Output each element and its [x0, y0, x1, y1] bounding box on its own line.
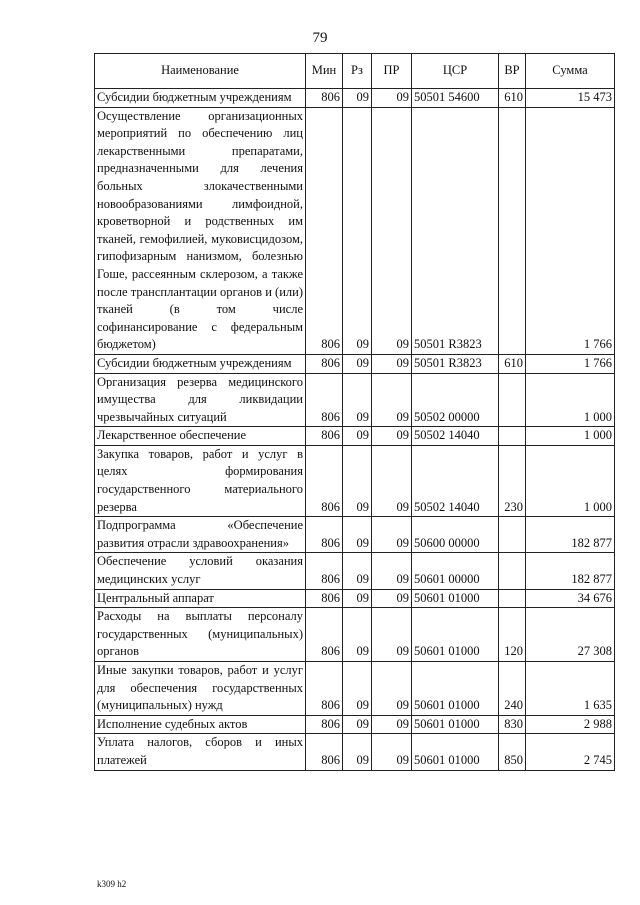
row-csr: 50501 54600 [412, 89, 499, 108]
row-min: 806 [306, 517, 343, 553]
row-name: Подпрограмма «Обеспечение развития отрасли здравоохранения» [95, 517, 306, 553]
row-sum: 182 877 [526, 517, 615, 553]
row-csr: 50601 01000 [412, 589, 499, 608]
row-sum: 1 000 [526, 373, 615, 427]
row-min: 806 [306, 89, 343, 108]
row-rz: 09 [343, 445, 372, 516]
table-row [95, 662, 615, 716]
row-vr: 610 [499, 89, 526, 108]
table-row [95, 589, 615, 608]
row-rz: 09 [343, 107, 372, 354]
table-body [95, 89, 615, 771]
row-name: Иные закупки товаров, работ и услуг для обеспечения государственных (муниципальных) нужд [95, 662, 306, 716]
row-vr: 240 [499, 662, 526, 716]
row-pr: 09 [372, 662, 412, 716]
row-name: Уплата налогов, сборов и иных платежей [95, 734, 306, 770]
row-name: Расходы на выплаты персоналу государственных (муниципальных) органов [95, 608, 306, 662]
row-sum: 182 877 [526, 553, 615, 589]
row-vr [499, 427, 526, 446]
row-min: 806 [306, 662, 343, 716]
row-min: 806 [306, 715, 343, 734]
row-csr: 50601 00000 [412, 553, 499, 589]
header-csr: ЦСР [412, 54, 499, 89]
row-min: 806 [306, 427, 343, 446]
row-name: Центральный аппарат [95, 589, 306, 608]
row-name: Закупка товаров, работ и услуг в целях формирования государственного материального резерва [95, 445, 306, 516]
row-rz: 09 [343, 553, 372, 589]
row-vr: 230 [499, 445, 526, 516]
row-pr: 09 [372, 608, 412, 662]
row-pr: 09 [372, 715, 412, 734]
row-rz: 09 [343, 608, 372, 662]
row-pr: 09 [372, 354, 412, 373]
header-name: Наименование [95, 54, 306, 89]
table-row [95, 608, 615, 662]
row-sum: 2 745 [526, 734, 615, 770]
row-rz: 09 [343, 89, 372, 108]
row-csr: 50601 01000 [412, 715, 499, 734]
row-min: 806 [306, 107, 343, 354]
row-sum: 1 000 [526, 445, 615, 516]
row-rz: 09 [343, 517, 372, 553]
row-pr: 09 [372, 373, 412, 427]
row-rz: 09 [343, 734, 372, 770]
row-pr: 09 [372, 553, 412, 589]
table-row [95, 553, 615, 589]
row-vr: 830 [499, 715, 526, 734]
row-sum: 1 000 [526, 427, 615, 446]
row-min: 806 [306, 589, 343, 608]
row-pr: 09 [372, 445, 412, 516]
row-min: 806 [306, 608, 343, 662]
budget-table [94, 53, 615, 771]
row-name: Лекарственное обеспечение [95, 427, 306, 446]
row-pr: 09 [372, 107, 412, 354]
row-sum: 1 635 [526, 662, 615, 716]
row-name: Субсидии бюджетным учреждениям [95, 89, 306, 108]
page-number: 79 [312, 30, 328, 46]
table-row [95, 354, 615, 373]
row-vr: 120 [499, 608, 526, 662]
header-rz: Рз [343, 54, 372, 89]
row-name: Осуществление организационных мероприятий по обеспечению лиц лекарственными препаратами, предназначенными для лечения больных злокачественными новообразованиями лимфоидной, кроветворной и родственных им тканей, гемофилией, муковисцидозом, гипофизарным нанизмом, болезнью Гоше, рассеянным склерозом, а также после трансплантации органов и (или) тканей (в том числе софинансирование с федеральным бюджетом) [95, 107, 306, 354]
row-vr [499, 553, 526, 589]
row-csr: 50600 00000 [412, 517, 499, 553]
row-name: Обеспечение условий оказания медицинских услуг [95, 553, 306, 589]
row-sum: 1 766 [526, 107, 615, 354]
row-sum: 2 988 [526, 715, 615, 734]
row-min: 806 [306, 734, 343, 770]
row-rz: 09 [343, 427, 372, 446]
row-vr [499, 517, 526, 553]
row-name: Субсидии бюджетным учреждениям [95, 354, 306, 373]
row-csr: 50502 00000 [412, 373, 499, 427]
row-sum: 34 676 [526, 589, 615, 608]
header-sum: Сумма [526, 54, 615, 89]
row-min: 806 [306, 354, 343, 373]
row-vr [499, 373, 526, 427]
row-pr: 09 [372, 734, 412, 770]
row-vr [499, 589, 526, 608]
table-row [95, 445, 615, 516]
row-csr: 50601 01000 [412, 662, 499, 716]
header-row [95, 54, 615, 89]
row-rz: 09 [343, 662, 372, 716]
table-row [95, 373, 615, 427]
row-rz: 09 [343, 373, 372, 427]
row-pr: 09 [372, 427, 412, 446]
row-pr: 09 [372, 517, 412, 553]
table-row [95, 734, 615, 770]
row-sum: 15 473 [526, 89, 615, 108]
row-min: 806 [306, 373, 343, 427]
footer-code: k309 h2 [97, 879, 127, 889]
row-csr: 50502 14040 [412, 445, 499, 516]
row-sum: 27 308 [526, 608, 615, 662]
row-min: 806 [306, 445, 343, 516]
row-pr: 09 [372, 589, 412, 608]
table-row [95, 517, 615, 553]
table-row [95, 427, 615, 446]
row-vr: 610 [499, 354, 526, 373]
row-vr [499, 107, 526, 354]
row-rz: 09 [343, 589, 372, 608]
row-csr: 50601 01000 [412, 734, 499, 770]
row-name: Исполнение судебных актов [95, 715, 306, 734]
table-row [95, 715, 615, 734]
row-sum: 1 766 [526, 354, 615, 373]
row-csr: 50601 01000 [412, 608, 499, 662]
header-min: Мин [306, 54, 343, 89]
row-name: Организация резерва медицинского имущества для ликвидации чрезвычайных ситуаций [95, 373, 306, 427]
header-pr: ПР [372, 54, 412, 89]
row-min: 806 [306, 553, 343, 589]
row-csr: 50502 14040 [412, 427, 499, 446]
row-csr: 50501 R3823 [412, 354, 499, 373]
row-pr: 09 [372, 89, 412, 108]
header-vr: ВР [499, 54, 526, 89]
table-header [95, 54, 615, 89]
row-rz: 09 [343, 354, 372, 373]
row-rz: 09 [343, 715, 372, 734]
row-vr: 850 [499, 734, 526, 770]
table-row [95, 89, 615, 108]
table-row [95, 107, 615, 354]
row-csr: 50501 R3823 [412, 107, 499, 354]
